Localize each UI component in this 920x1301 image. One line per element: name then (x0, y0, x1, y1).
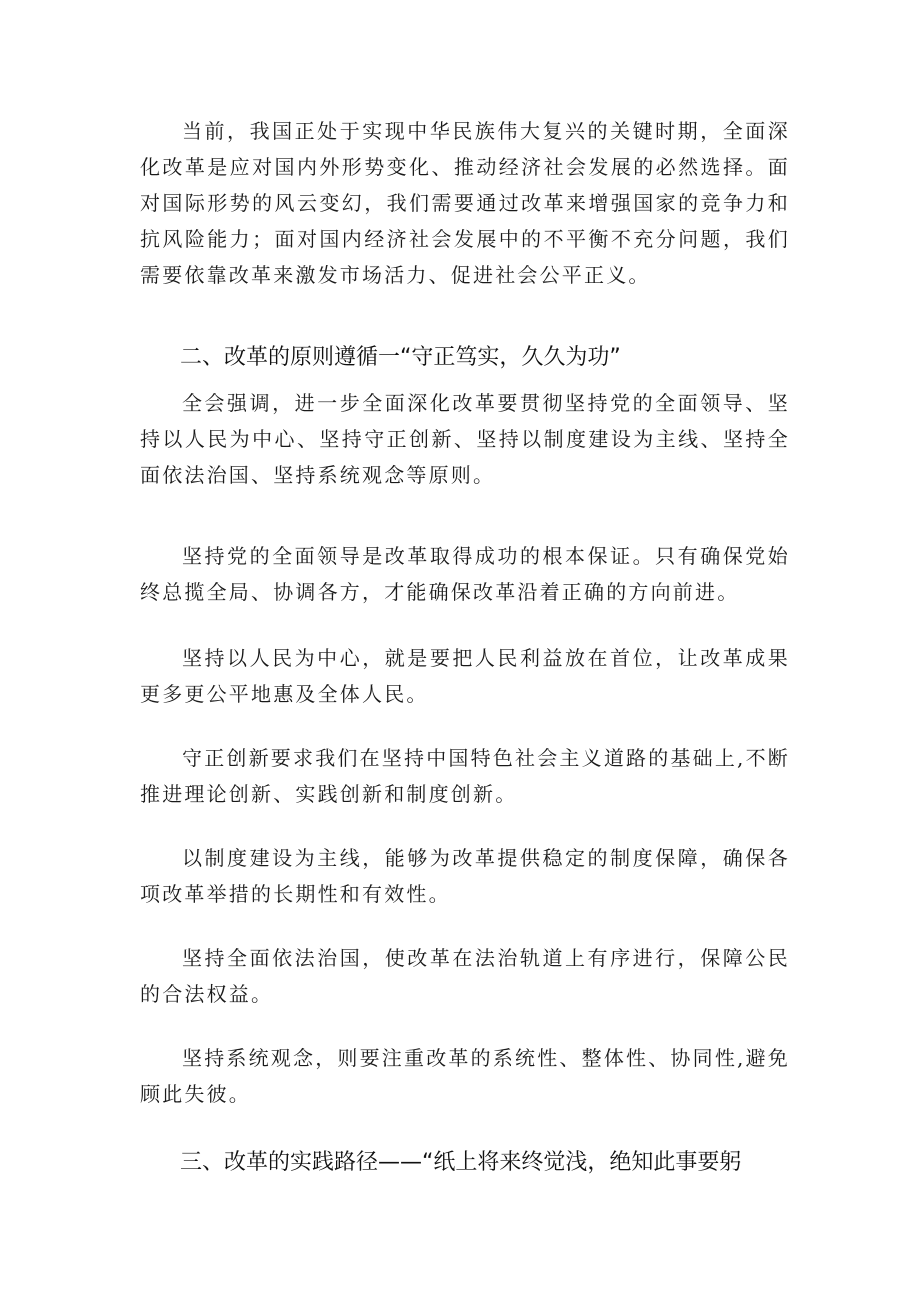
paragraph-current-situation: 当前，我国正处于实现中华民族伟大复兴的关键时期，全面深化改革是应对国内外形势变化、推动经济社会发展的必然选择。面对国际形势的风云变幻，我们需要通过改革来增强国家的竞争力和抗风险能力；面对国内经济社会发展中的不平衡不充分问题，我们需要依靠改革来激发市场活力、促进社会公平正义。 (140, 119, 790, 287)
section-heading-2: 二、改革的原则遵循一“守正笃实，久久为功” (180, 345, 621, 370)
section-heading-3: 三、改革的实践路径——“纸上将来终觉浅，绝知此事要躬 (180, 1150, 742, 1175)
paragraph-principles-overview: 全会强调，进一步全面深化改革要贯彻坚持党的全面领导、坚持以人民为中心、坚持守正创新、坚持以制度建设为主线、坚持全面依法治国、坚持系统观念等原则。 (140, 391, 790, 487)
paragraph-rule-of-law: 坚持全面依法治国，使改革在法治轨道上有序进行，保障公民的合法权益。 (140, 946, 790, 1006)
paragraph-people-centered: 坚持以人民为中心，就是要把人民利益放在首位，让改革成果更多更公平地惠及全体人民。 (140, 646, 790, 706)
paragraph-party-leadership: 坚持党的全面领导是改革取得成功的根本保证。只有确保党始终总揽全局、协调各方，才能确保改革沿着正确的方向前进。 (140, 544, 790, 604)
paragraph-innovation: 守正创新要求我们在坚持中国特色社会主义道路的基础上,不断推进理论创新、实践创新和制度创新。 (140, 746, 790, 806)
paragraph-institution-building: 以制度建设为主线，能够为改革提供稳定的制度保障，确保各项改革举措的长期性和有效性。 (140, 846, 790, 906)
paragraph-systems-thinking: 坚持系统观念，则要注重改革的系统性、整体性、协同性,避免顾此失彼。 (140, 1046, 790, 1106)
